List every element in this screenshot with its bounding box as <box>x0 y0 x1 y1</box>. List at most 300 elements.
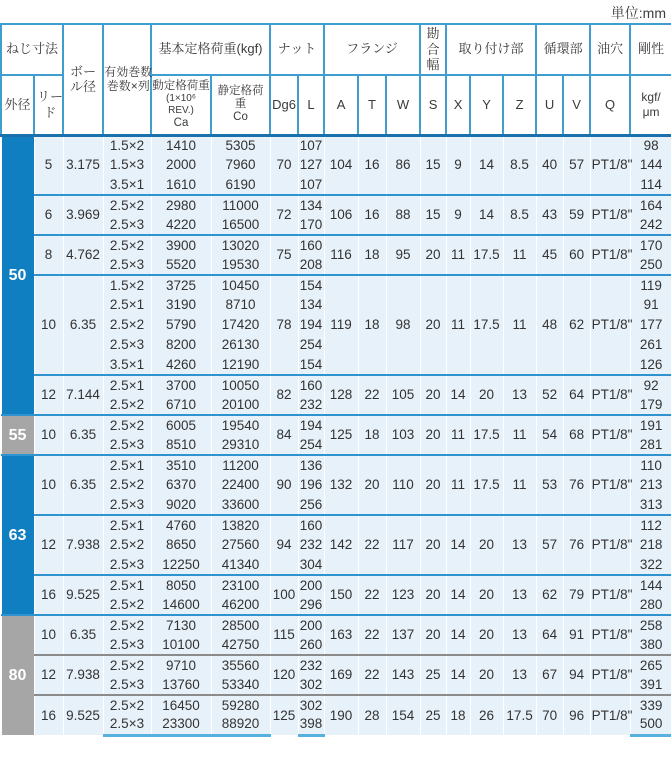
cell-y: 26 <box>470 695 503 735</box>
cell-turns: 2.5×1 <box>103 295 151 315</box>
cell-l: 154 <box>298 275 324 295</box>
cell-x: 14 <box>446 375 470 415</box>
spec-table <box>0 23 671 737</box>
cell-z: 8.5 <box>503 195 536 235</box>
cell-turns: 2.5×2 <box>103 235 151 255</box>
cell-rigidity: 281 <box>630 435 671 455</box>
table-row <box>1 375 671 395</box>
cell-a: 106 <box>324 195 358 235</box>
cell-rigidity: 191 <box>630 415 671 435</box>
cell-l: 134 <box>298 195 324 215</box>
cell-lead: 12 <box>34 375 63 415</box>
cell-a: 128 <box>324 375 358 415</box>
cell-outer-dia: 63 <box>1 455 34 615</box>
cell-s: 15 <box>420 195 446 235</box>
cell-turns: 2.5×2 <box>103 615 151 635</box>
cell-z: 11 <box>503 415 536 455</box>
cell-rigidity: 114 <box>630 175 671 195</box>
cell-v: 79 <box>563 575 590 615</box>
cell-u: 43 <box>536 195 563 235</box>
cell-w: 88 <box>386 195 420 235</box>
cell-rigidity: 164 <box>630 195 671 215</box>
cell-q: PT1/8" <box>590 235 630 275</box>
cell-a: 119 <box>324 275 358 375</box>
cell-static-load: 19530 <box>211 255 270 275</box>
header-x: X <box>446 75 470 136</box>
cell-w: 154 <box>386 695 420 735</box>
cell-lead: 16 <box>34 695 63 735</box>
cell-t: 22 <box>358 375 386 415</box>
cell-rigidity: 500 <box>630 715 671 735</box>
cell-l: 160 <box>298 375 324 395</box>
cell-l: 160 <box>298 515 324 535</box>
cell-turns: 2.5×3 <box>103 555 151 575</box>
cell-u: 64 <box>536 615 563 655</box>
cell-static-load: 11000 <box>211 195 270 215</box>
cell-static-load: 10050 <box>211 375 270 395</box>
header-ball-dia: ボール径 <box>63 24 103 135</box>
cell-rigidity: 179 <box>630 395 671 415</box>
cell-t: 22 <box>358 615 386 655</box>
cell-z: 11 <box>503 275 536 375</box>
cell-lead: 10 <box>34 615 63 655</box>
cell-v: 68 <box>563 415 590 455</box>
cell-l: 256 <box>298 495 324 515</box>
cell-dynamic-load: 6370 <box>151 475 211 495</box>
cell-u: 52 <box>536 375 563 415</box>
cell-w: 110 <box>386 455 420 515</box>
cell-dynamic-load: 5790 <box>151 315 211 335</box>
table-row <box>1 655 671 675</box>
cell-s: 25 <box>420 655 446 695</box>
cell-z: 13 <box>503 615 536 655</box>
cell-ball-dia: 4.762 <box>63 235 103 275</box>
cell-u: 62 <box>536 575 563 615</box>
cell-l: 302 <box>298 695 324 715</box>
cell-t: 18 <box>358 275 386 375</box>
cell-ball-dia: 7.938 <box>63 515 103 575</box>
cell-static-load: 42750 <box>211 635 270 655</box>
cell-x: 18 <box>446 695 470 735</box>
cell-static-load: 53340 <box>211 675 270 695</box>
cell-dynamic-load: 8200 <box>151 335 211 355</box>
cell-ball-dia: 6.35 <box>63 275 103 375</box>
cell-rigidity: 126 <box>630 355 671 375</box>
header-outer-dia: 外径 <box>1 75 34 136</box>
cell-rigidity: 92 <box>630 375 671 395</box>
header-screw-dim: ねじ寸法 <box>1 24 63 75</box>
cell-s: 20 <box>420 235 446 275</box>
cell-x: 14 <box>446 575 470 615</box>
cell-static-load: 12190 <box>211 355 270 375</box>
cell-z: 13 <box>503 575 536 615</box>
cell-dg6: 72 <box>270 195 298 235</box>
cell-l: 260 <box>298 635 324 655</box>
cell-w: 137 <box>386 615 420 655</box>
cell-s: 20 <box>420 375 446 415</box>
header-dynamic-load: 動定格荷重 (1×10⁶ REV.) Ca <box>151 75 211 136</box>
cell-v: 94 <box>563 655 590 695</box>
cell-dg6: 94 <box>270 515 298 575</box>
cell-z: 11 <box>503 235 536 275</box>
cell-u: 45 <box>536 235 563 275</box>
cell-w: 143 <box>386 655 420 695</box>
cell-dg6: 120 <box>270 655 298 695</box>
cell-dynamic-load: 23300 <box>151 715 211 735</box>
cell-static-load: 29310 <box>211 435 270 455</box>
table-body <box>1 135 671 735</box>
cell-x: 11 <box>446 275 470 375</box>
cell-turns: 2.5×1 <box>103 575 151 595</box>
cell-u: 70 <box>536 695 563 735</box>
cell-w: 95 <box>386 235 420 275</box>
cell-turns: 2.5×2 <box>103 595 151 615</box>
cell-static-load: 10450 <box>211 275 270 295</box>
cell-t: 22 <box>358 655 386 695</box>
cell-l: 232 <box>298 535 324 555</box>
cell-l: 200 <box>298 575 324 595</box>
cell-q: PT1/8" <box>590 375 630 415</box>
cell-q: PT1/8" <box>590 275 630 375</box>
cell-a: 132 <box>324 455 358 515</box>
cell-dg6: 100 <box>270 575 298 615</box>
cell-turns: 2.5×3 <box>103 215 151 235</box>
cell-rigidity: 144 <box>630 155 671 175</box>
cell-x: 14 <box>446 515 470 575</box>
cell-s: 20 <box>420 275 446 375</box>
header-flange: フランジ <box>324 24 420 75</box>
cell-l: 160 <box>298 235 324 255</box>
cell-q: PT1/8" <box>590 415 630 455</box>
cell-ball-dia: 3.969 <box>63 195 103 235</box>
cell-turns: 1.5×3 <box>103 155 151 175</box>
cell-dynamic-load: 2980 <box>151 195 211 215</box>
table-row <box>1 195 671 215</box>
table-row <box>1 415 671 435</box>
cell-v: 76 <box>563 455 590 515</box>
cell-turns: 2.5×2 <box>103 415 151 435</box>
cell-y: 17.5 <box>470 235 503 275</box>
cell-static-load: 6190 <box>211 175 270 195</box>
cell-x: 9 <box>446 135 470 195</box>
header-w: W <box>386 75 420 136</box>
cell-rigidity: 242 <box>630 215 671 235</box>
cell-l: 254 <box>298 435 324 455</box>
cell-ball-dia: 6.35 <box>63 455 103 515</box>
cell-lead: 12 <box>34 515 63 575</box>
cell-u: 48 <box>536 275 563 375</box>
header-z: Z <box>503 75 536 136</box>
cell-y: 17.5 <box>470 275 503 375</box>
header-u: U <box>536 75 563 136</box>
cell-dynamic-load: 3700 <box>151 375 211 395</box>
header-l: L <box>298 75 324 136</box>
cell-lead: 10 <box>34 415 63 455</box>
cell-t: 20 <box>358 455 386 515</box>
header-rigidity: 剛性 <box>630 24 671 75</box>
cell-rigidity: 218 <box>630 535 671 555</box>
cell-dynamic-load: 8650 <box>151 535 211 555</box>
cell-y: 20 <box>470 375 503 415</box>
cell-turns: 2.5×2 <box>103 655 151 675</box>
cell-t: 18 <box>358 415 386 455</box>
cell-turns: 3.5×1 <box>103 175 151 195</box>
cell-turns: 2.5×3 <box>103 635 151 655</box>
cell-static-load: 23100 <box>211 575 270 595</box>
header-dg6: Dg6 <box>270 75 298 136</box>
cell-outer-dia: 55 <box>1 415 34 455</box>
header-q: Q <box>590 75 630 136</box>
cell-dg6: 78 <box>270 275 298 375</box>
cell-dg6: 125 <box>270 695 298 735</box>
cell-y: 20 <box>470 615 503 655</box>
cell-static-load: 5305 <box>211 135 270 155</box>
table-row <box>1 695 671 715</box>
cell-y: 14 <box>470 195 503 235</box>
cell-v: 57 <box>563 135 590 195</box>
cell-l: 232 <box>298 655 324 675</box>
cell-dynamic-load: 4220 <box>151 215 211 235</box>
cell-x: 11 <box>446 415 470 455</box>
cell-rigidity: 339 <box>630 695 671 715</box>
cell-y: 17.5 <box>470 455 503 515</box>
cell-static-load: 13020 <box>211 235 270 255</box>
cell-rigidity: 144 <box>630 575 671 595</box>
cell-static-load: 28500 <box>211 615 270 635</box>
cell-l: 136 <box>298 455 324 475</box>
cell-u: 40 <box>536 135 563 195</box>
cell-lead: 6 <box>34 195 63 235</box>
cell-q: PT1/8" <box>590 455 630 515</box>
header-t: T <box>358 75 386 136</box>
cell-dynamic-load: 1410 <box>151 135 211 155</box>
cell-a: 116 <box>324 235 358 275</box>
cell-q: PT1/8" <box>590 695 630 735</box>
cell-turns: 2.5×3 <box>103 435 151 455</box>
cell-ball-dia: 6.35 <box>63 415 103 455</box>
header-static-load: 静定格荷重 Co <box>211 75 270 136</box>
cell-turns: 2.5×3 <box>103 335 151 355</box>
cell-ball-dia: 3.175 <box>63 135 103 195</box>
cell-l: 296 <box>298 595 324 615</box>
cell-s: 15 <box>420 135 446 195</box>
table-row <box>1 455 671 475</box>
cell-dynamic-load: 3725 <box>151 275 211 295</box>
cell-l: 154 <box>298 355 324 375</box>
cell-dg6: 70 <box>270 135 298 195</box>
cell-z: 17.5 <box>503 695 536 735</box>
cell-ball-dia: 9.525 <box>63 695 103 735</box>
cell-lead: 8 <box>34 235 63 275</box>
cell-dynamic-load: 4260 <box>151 355 211 375</box>
cell-dynamic-load: 6005 <box>151 415 211 435</box>
cell-turns: 3.5×1 <box>103 355 151 375</box>
cell-w: 98 <box>386 275 420 375</box>
cell-s: 20 <box>420 575 446 615</box>
cell-dg6: 84 <box>270 415 298 455</box>
header-turns: 有効巻数 巻数×列 <box>103 24 151 135</box>
cell-outer-dia: 50 <box>1 135 34 415</box>
cell-y: 20 <box>470 655 503 695</box>
header-a: A <box>324 75 358 136</box>
cell-dynamic-load: 16450 <box>151 695 211 715</box>
cell-ball-dia: 9.525 <box>63 575 103 615</box>
cell-rigidity: 119 <box>630 275 671 295</box>
cell-dg6: 90 <box>270 455 298 515</box>
cell-dynamic-load: 2000 <box>151 155 211 175</box>
header-basic-load: 基本定格荷重(kgf) <box>151 24 270 75</box>
header-s: S <box>420 75 446 136</box>
header-mount: 取り付け部 <box>446 24 536 75</box>
header-v: V <box>563 75 590 136</box>
cell-lead: 10 <box>34 455 63 515</box>
cell-l: 398 <box>298 715 324 735</box>
cell-l: 232 <box>298 395 324 415</box>
cell-turns: 2.5×2 <box>103 395 151 415</box>
cell-static-load: 19540 <box>211 415 270 435</box>
table-row <box>1 135 671 155</box>
cell-v: 96 <box>563 695 590 735</box>
cell-static-load: 26130 <box>211 335 270 355</box>
cell-rigidity: 313 <box>630 495 671 515</box>
unit-label: 単位:mm <box>610 5 666 21</box>
cell-outer-dia: 80 <box>1 615 34 735</box>
cell-u: 54 <box>536 415 563 455</box>
cell-dynamic-load: 3190 <box>151 295 211 315</box>
cell-static-load: 46200 <box>211 595 270 615</box>
cell-q: PT1/8" <box>590 195 630 235</box>
cell-rigidity: 391 <box>630 675 671 695</box>
cell-y: 20 <box>470 515 503 575</box>
cell-dg6: 82 <box>270 375 298 415</box>
cell-dynamic-load: 10100 <box>151 635 211 655</box>
cell-turns: 2.5×1 <box>103 515 151 535</box>
table-row <box>1 515 671 535</box>
cell-lead: 5 <box>34 135 63 195</box>
cell-l: 302 <box>298 675 324 695</box>
cell-rigidity: 261 <box>630 335 671 355</box>
cell-rigidity: 280 <box>630 595 671 615</box>
cell-rigidity: 322 <box>630 555 671 575</box>
cell-dynamic-load: 7130 <box>151 615 211 635</box>
header-y: Y <box>470 75 503 136</box>
cell-l: 304 <box>298 555 324 575</box>
cell-turns: 2.5×3 <box>103 675 151 695</box>
cell-a: 142 <box>324 515 358 575</box>
cell-rigidity: 110 <box>630 455 671 475</box>
cell-x: 14 <box>446 615 470 655</box>
cell-u: 67 <box>536 655 563 695</box>
cell-static-load: 8710 <box>211 295 270 315</box>
cell-turns: 2.5×3 <box>103 715 151 735</box>
cell-x: 14 <box>446 655 470 695</box>
table-header <box>1 24 671 135</box>
header-lead: リード <box>34 75 63 136</box>
cell-v: 64 <box>563 375 590 415</box>
cell-turns: 2.5×2 <box>103 195 151 215</box>
cell-static-load: 35560 <box>211 655 270 675</box>
header-rigidity-unit: kgf/ μm <box>630 75 671 136</box>
cell-q: PT1/8" <box>590 135 630 195</box>
cell-v: 62 <box>563 275 590 375</box>
cell-dynamic-load: 14600 <box>151 595 211 615</box>
cell-ball-dia: 7.938 <box>63 655 103 695</box>
cell-y: 17.5 <box>470 415 503 455</box>
cell-lead: 12 <box>34 655 63 695</box>
cell-dynamic-load: 13760 <box>151 675 211 695</box>
cell-l: 170 <box>298 215 324 235</box>
cell-z: 13 <box>503 375 536 415</box>
cell-dynamic-load: 6710 <box>151 395 211 415</box>
cell-l: 127 <box>298 155 324 175</box>
cell-t: 18 <box>358 235 386 275</box>
cell-turns: 2.5×2 <box>103 695 151 715</box>
cell-dynamic-load: 5520 <box>151 255 211 275</box>
cell-x: 11 <box>446 235 470 275</box>
cell-static-load: 22400 <box>211 475 270 495</box>
cell-static-load: 27560 <box>211 535 270 555</box>
cell-turns: 2.5×2 <box>103 315 151 335</box>
cell-l: 107 <box>298 135 324 155</box>
cell-static-load: 16500 <box>211 215 270 235</box>
cell-a: 169 <box>324 655 358 695</box>
cell-q: PT1/8" <box>590 515 630 575</box>
cell-lead: 16 <box>34 575 63 615</box>
cell-static-load: 13820 <box>211 515 270 535</box>
cell-l: 134 <box>298 295 324 315</box>
cell-a: 125 <box>324 415 358 455</box>
cell-dynamic-load: 8510 <box>151 435 211 455</box>
cell-dg6: 115 <box>270 615 298 655</box>
table-row <box>1 275 671 295</box>
cell-s: 20 <box>420 615 446 655</box>
cell-turns: 1.5×2 <box>103 135 151 155</box>
table-row <box>1 575 671 595</box>
header-circulation: 循環部 <box>536 24 590 75</box>
header-oil-hole: 油穴 <box>590 24 630 75</box>
cell-lead: 10 <box>34 275 63 375</box>
cell-rigidity: 112 <box>630 515 671 535</box>
cell-v: 76 <box>563 515 590 575</box>
cell-rigidity: 177 <box>630 315 671 335</box>
cell-turns: 2.5×2 <box>103 475 151 495</box>
table-row <box>1 235 671 255</box>
cell-turns: 2.5×1 <box>103 455 151 475</box>
cell-l: 107 <box>298 175 324 195</box>
cell-z: 13 <box>503 655 536 695</box>
cell-u: 57 <box>536 515 563 575</box>
cell-t: 22 <box>358 515 386 575</box>
cell-dynamic-load: 1610 <box>151 175 211 195</box>
cell-x: 9 <box>446 195 470 235</box>
cell-static-load: 33600 <box>211 495 270 515</box>
cell-static-load: 11200 <box>211 455 270 475</box>
cell-static-load: 41340 <box>211 555 270 575</box>
cell-w: 123 <box>386 575 420 615</box>
cell-u: 53 <box>536 455 563 515</box>
cell-turns: 2.5×2 <box>103 535 151 555</box>
cell-q: PT1/8" <box>590 575 630 615</box>
cell-w: 117 <box>386 515 420 575</box>
cell-ball-dia: 7.144 <box>63 375 103 415</box>
cell-a: 163 <box>324 615 358 655</box>
cell-t: 28 <box>358 695 386 735</box>
cell-dynamic-load: 3900 <box>151 235 211 255</box>
cell-s: 20 <box>420 515 446 575</box>
cell-rigidity: 213 <box>630 475 671 495</box>
cell-w: 86 <box>386 135 420 195</box>
cell-static-load: 20100 <box>211 395 270 415</box>
